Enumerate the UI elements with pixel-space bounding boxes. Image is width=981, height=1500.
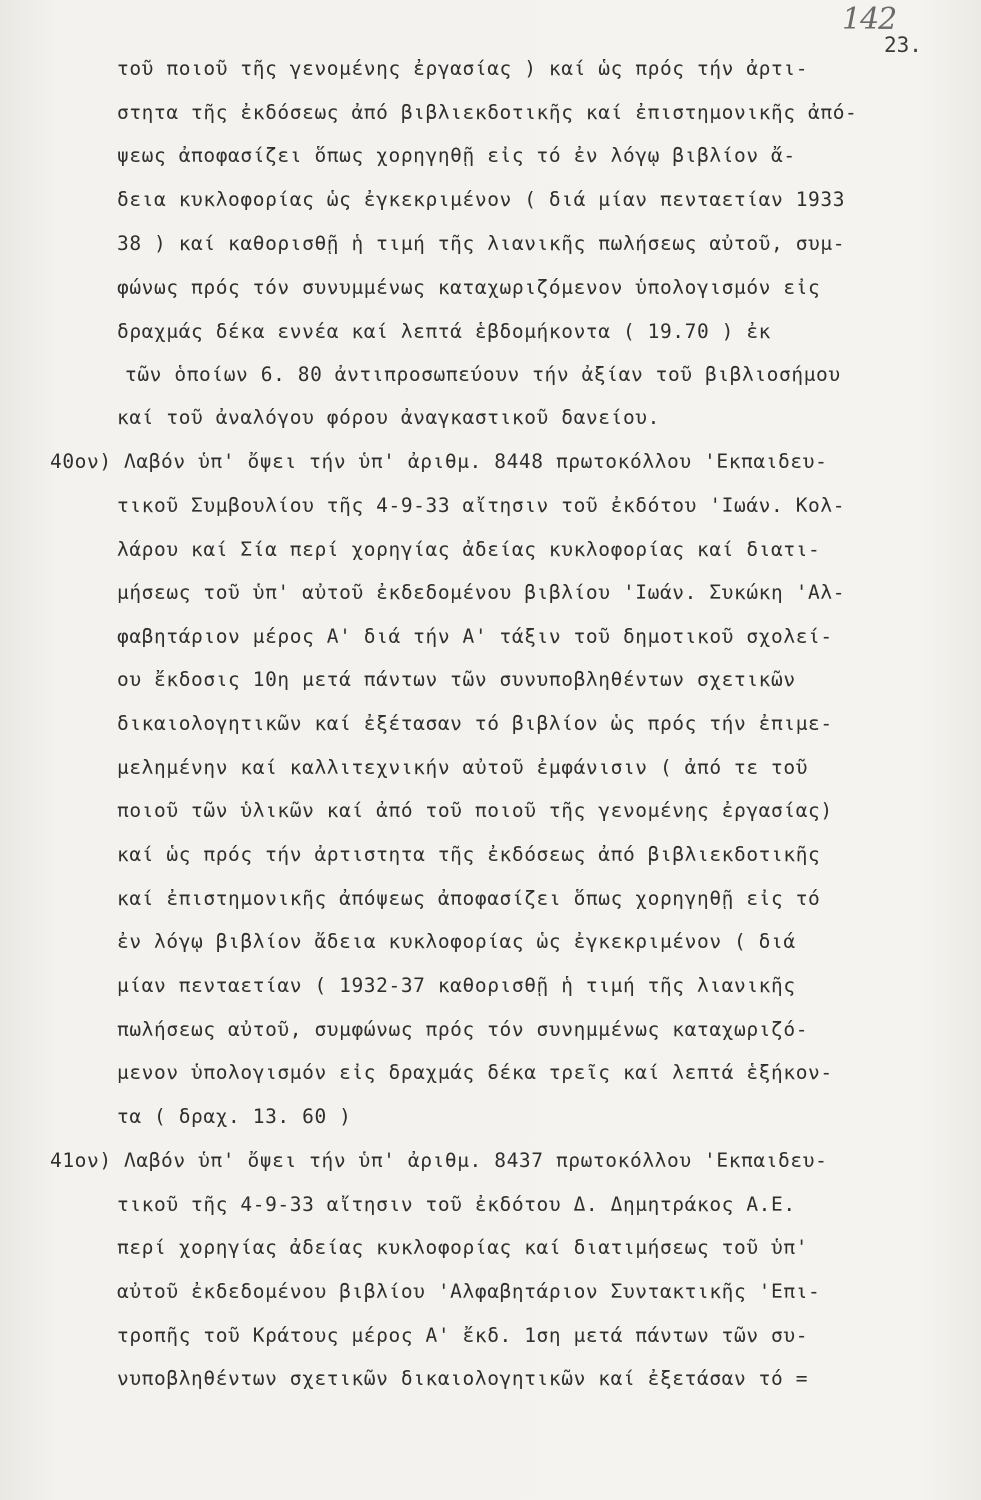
text-line: λάρου καί Σία περί χορηγίας ἀδείας κυκλοφορίας καί διατι- bbox=[117, 538, 821, 561]
text-line: δικαιολογητικῶν καί ἐξέτασαν τό βιβλίον ὡς πρός τήν ἐπιμε- bbox=[117, 712, 833, 735]
text-line: 40ον) Λαβόν ὑπ' ὄψει τήν ὑπ' ἀριθμ. 8448 πρωτοκόλλου 'Εκπαιδευ- bbox=[50, 450, 828, 473]
text-line: ψεως ἀποφασίζει ὅπως χορηγηθῇ εἰς τό ἐν λόγῳ βιβλίον ἄ- bbox=[117, 144, 796, 167]
handwritten-page-number: 142 bbox=[842, 2, 897, 37]
text-line: μελημένην καί καλλιτεχνικήν αὐτοῦ ἐμφάνισιν ( ἀπό τε τοῦ bbox=[117, 756, 809, 779]
text-line: ποιοῦ τῶν ὑλικῶν καί ἀπό τοῦ ποιοῦ τῆς γενομένης ἐργασίας) bbox=[117, 799, 833, 822]
text-line: αὐτοῦ ἐκδεδομένου βιβλίου 'Αλφαβητάριον Συντακτικῆς 'Επι- bbox=[117, 1280, 821, 1303]
text-line: δεια κυκλοφορίας ὡς ἐγκεκριμένον ( διά μίαν πενταετίαν 1933 bbox=[117, 188, 846, 211]
text-line: μίαν πενταετίαν ( 1932-37 καθορισθῇ ἡ τιμή τῆς λιανικῆς bbox=[117, 974, 796, 997]
text-line: καί τοῦ ἀναλόγου φόρου ἀναγκαστικοῦ δανείου. bbox=[117, 406, 660, 429]
text-line: φαβητάριον μέρος Α' διά τήν Α' τάξιν τοῦ δημοτικοῦ σχολεί- bbox=[117, 625, 833, 648]
text-line: τα ( δραχ. 13. 60 ) bbox=[117, 1105, 352, 1128]
text-line: τῶν ὁποίων 6. 80 ἀντιπροσωπεύουν τήν ἀξίαν τοῦ βιβλιοσήμου bbox=[125, 363, 841, 386]
text-line: τικοῦ Συμβουλίου τῆς 4-9-33 αἴτησιν τοῦ ἐκδότου 'Ιωάν. Κολ- bbox=[117, 494, 846, 517]
text-line: τικοῦ τῆς 4-9-33 αἴτησιν τοῦ ἐκδότου Δ. Δημητράκος Α.Ε. bbox=[117, 1193, 796, 1216]
text-line: τοῦ ποιοῦ τῆς γενομένης ἐργασίας ) καί ὡς πρός τήν ἀρτι- bbox=[117, 57, 809, 80]
text-line: μενον ὑπολογισμόν εἰς δραχμάς δέκα τρεῖς καί λεπτά ἑξήκον- bbox=[117, 1061, 833, 1084]
text-line: 41ον) Λαβόν ὑπ' ὄψει τήν ὑπ' ἀριθμ. 8437 πρωτοκόλλου 'Εκπαιδευ- bbox=[50, 1149, 828, 1172]
text-line: τροπῆς τοῦ Κράτους μέρος Α' ἔκδ. 1ση μετά πάντων τῶν συ- bbox=[117, 1324, 809, 1347]
text-line: δραχμάς δέκα εννέα καί λεπτά ἑβδομήκοντα ( 19.70 ) ἐκ bbox=[117, 320, 772, 343]
text-line: καί ἐπιστημονικῆς ἀπόψεως ἀποφασίζει ὅπως χορηγηθῇ εἰς τό bbox=[117, 887, 821, 910]
text-line: περί χορηγίας ἀδείας κυκλοφορίας καί διατιμήσεως τοῦ ὑπ' bbox=[117, 1236, 809, 1259]
text-line: μήσεως τοῦ ὑπ' αὐτοῦ ἐκδεδομένου βιβλίου 'Ιωάν. Συκώκη 'Αλ- bbox=[117, 581, 846, 604]
text-line: 38 ) καί καθορισθῇ ἡ τιμή τῆς λιανικῆς πωλήσεως αὐτοῦ, συμ- bbox=[117, 232, 846, 255]
text-line: ου ἔκδοσις 10η μετά πάντων τῶν συνυποβληθέντων σχετικῶν bbox=[117, 668, 796, 691]
text-line: στητα τῆς ἐκδόσεως ἀπό βιβλιεκδοτικῆς καί ἐπιστημονικῆς ἀπό- bbox=[117, 101, 858, 124]
text-line: καί ὡς πρός τήν ἀρτιστητα τῆς ἐκδόσεως ἀπό βιβλιεκδοτικῆς bbox=[117, 843, 821, 866]
text-line: φώνως πρός τόν συνυμμένως καταχωριζόμενον ὑπολογισμόν εἰς bbox=[117, 276, 821, 299]
text-line: πωλήσεως αὐτοῦ, συμφώνως πρός τόν συνημμένως καταχωριζό- bbox=[117, 1018, 809, 1041]
text-line: νυποβληθέντων σχετικῶν δικαιολογητικῶν καί ἐξετάσαν τό = bbox=[117, 1367, 809, 1390]
text-line: ἐν λόγῳ βιβλίον ἄδεια κυκλοφορίας ὡς ἐγκεκριμένον ( διά bbox=[117, 930, 796, 953]
typed-page-number: 23. bbox=[884, 33, 922, 57]
